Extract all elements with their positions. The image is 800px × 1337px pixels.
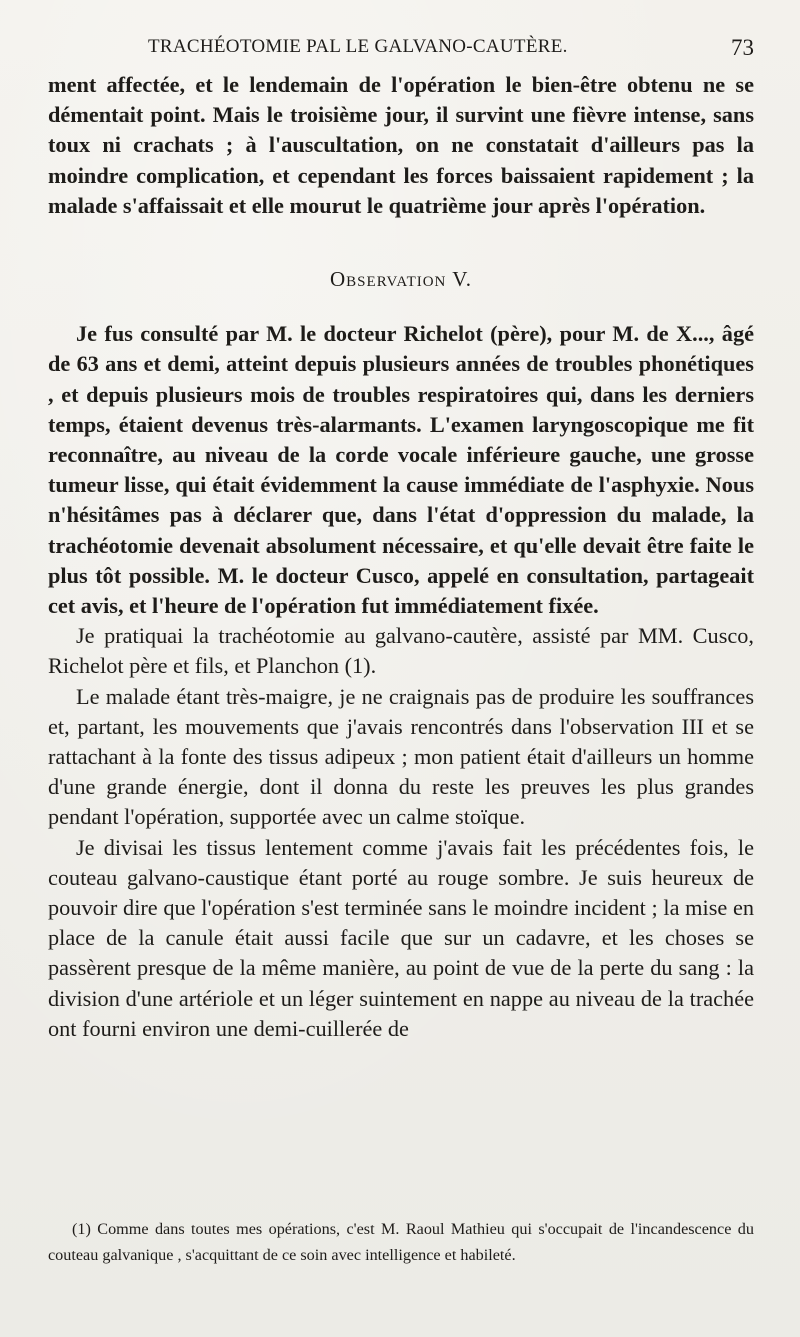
page-header bbox=[48, 36, 754, 70]
paragraph: Je pratiquai la trachéotomie au galvano-cautère, assisté par MM. Cusco, Richelot père et fils, et Planchon (1). bbox=[48, 623, 754, 679]
paragraph: Le malade étant très-maigre, je ne craignais pas de produire les souffrances et, partant, les mouvements que j'avais rencontrés dans l'observation III et se rattachant à la fonte des tissus adipeux ; mon patient était d'ailleurs un homme d'une grande énergie, dont il donna du reste les preuves les plus grandes pendant l'opération, supportée avec un calme stoïque. bbox=[48, 683, 754, 830]
page-number: 73 bbox=[731, 35, 754, 60]
footnote-text: (1) Comme dans toutes mes opérations, c'est M. Raoul Mathieu qui s'occupait de l'incandescence du couteau galvanique , s'acquittant de ce soin avec intelligence et habileté. bbox=[48, 1220, 754, 1264]
paragraph-continuation: ment affectée, et le lendemain de l'opération le bien-être obtenu ne se démentait point. Mais le troisième jour, il survint une fièvre intense, sans toux ni crachats ; à l'auscultation, on ne constatait d'ailleurs pas la moindre complication, et cependant les forces baissaient rapidement ; la malade s'affaissait et elle mourut le quatrième jour après l'opération. bbox=[48, 72, 754, 218]
paragraph: Je fus consulté par M. le docteur Richelot (père), pour M. de X..., âgé de 63 ans et demi, atteint depuis plusieurs années de troubles phonétiques , et depuis plusieurs mois de troubles respiratoires qui, dans les derniers temps, étaient devenus très-alarmants. L'examen laryngoscopique me fit reconnaître, au niveau de la corde vocale inférieure gauche, une grosse tumeur lisse, qui était évidemment la cause immédiate de l'asphyxie. Nous n'hésitâmes pas à déclarer que, dans l'état d'oppression du malade, la trachéotomie devenait absolument nécessaire, et qu'elle devait être faite le plus tôt possible. M. le docteur Cusco, appelé en consultation, partageait cet avis, et l'heure de l'opération fut immédiatement fixée. bbox=[48, 321, 754, 619]
body-text bbox=[48, 70, 754, 1044]
section-heading: Observation V. bbox=[330, 267, 472, 292]
footnote bbox=[48, 1216, 754, 1268]
running-head: TRACHÉOTOMIE PAL LE GALVANO-CAUTÈRE. bbox=[148, 36, 568, 57]
paragraph: Je divisai les tissus lentement comme j'avais fait les précédentes fois, le couteau galvano-caustique étant porté au rouge sombre. Je suis heureux de pouvoir dire que l'opération s'est terminée sans le moindre incident ; la mise en place de la canule était aussi facile que sur un cadavre, et les choses se passèrent presque de la même manière, au point de vue de la perte du sang : la division d'une artériole et un léger suintement en nappe au niveau de la trachée ont fourni environ une demi-cuillerée de bbox=[48, 834, 754, 1041]
